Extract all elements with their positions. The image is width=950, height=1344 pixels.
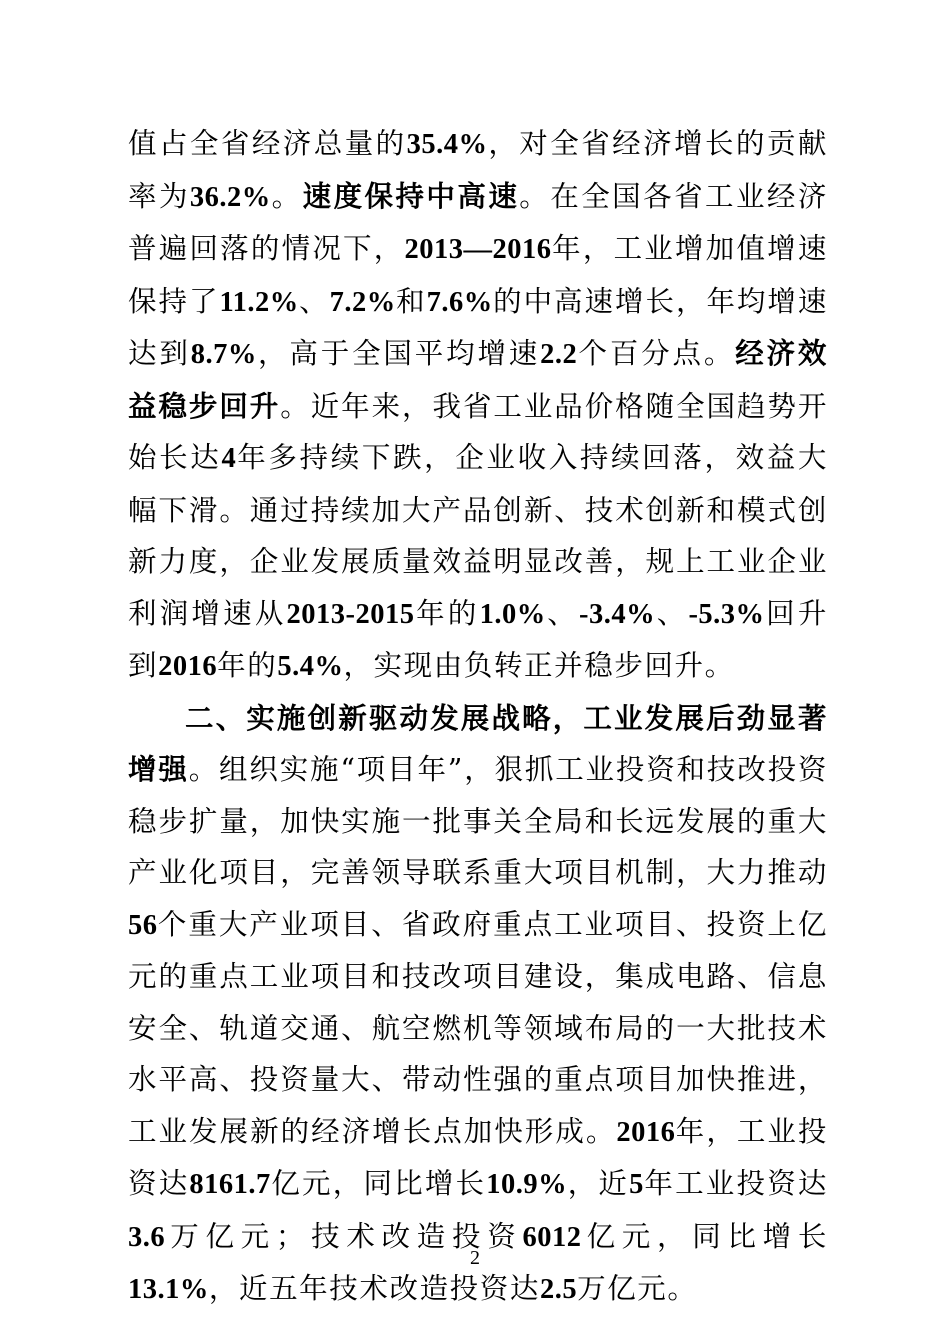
body-text: 年的 — [414, 596, 480, 630]
bold-heading-text: 二、实施创新驱动发展战略，工业发展后劲显著增强 — [128, 700, 828, 786]
paragraph-2 — [128, 693, 828, 1316]
body-text: 的中高速增长，年均增速达到 — [128, 284, 828, 370]
numeric-text: 8161.7 — [189, 1169, 271, 1200]
bold-heading-text: 速度保持中高速 — [302, 178, 520, 213]
numeric-text: 56 — [128, 909, 158, 941]
numeric-text: 7.2% — [329, 286, 396, 318]
numeric-text: 10.9% — [486, 1169, 568, 1200]
body-text: 年多持续下跌，企业收入持续回落，效益大幅下滑。通过持续加大产品创新、技术创新和模式创新力度，企业发展质量效益明显改善，规上工业企业利润增速从 — [128, 441, 828, 630]
body-text: 值占全省经济总量的 — [128, 127, 407, 160]
body-text: 亿元，同比增长 — [581, 1219, 828, 1253]
numeric-text: 2013—2016 — [404, 234, 552, 265]
numeric-text: -3.4% — [579, 598, 656, 630]
body-text: 亿元，同比增长 — [270, 1167, 487, 1200]
document-body — [128, 118, 828, 1316]
body-text: 、 — [298, 284, 330, 318]
numeric-text: 8.7% — [190, 339, 257, 370]
body-text: 。近年来，我省工业品价格随全国趋势开始长达 — [128, 389, 828, 474]
numeric-text: 5.4% — [277, 651, 344, 682]
body-text: 万亿元；技术改造投资 — [165, 1219, 523, 1253]
body-text: 万亿元。 — [577, 1272, 698, 1305]
numeric-text: 11.2% — [219, 286, 299, 318]
body-text: ，近 — [567, 1167, 630, 1200]
body-text: 。 — [270, 179, 303, 213]
body-text: ，对全省经济增长的贡献率为 — [128, 127, 828, 213]
numeric-text: 36.2% — [189, 181, 271, 213]
numeric-text: 1.0% — [479, 598, 546, 630]
body-text: 、 — [545, 596, 579, 630]
body-text: 年，工业增加值增速保持了 — [128, 232, 828, 318]
numeric-text: 5 — [629, 1169, 644, 1200]
body-text: 回升到 — [128, 596, 828, 682]
body-text: 个重大产业项目、省政府重点工业项目、投资上亿元的重点工业项目和技改项目建设，集成电路、信息安全、轨道交通、航空燃机等领域布局的一大批技术水平高、投资量大、带动性强的重点项目加快推进，工业发展新的经济增长点加快形成。 — [128, 907, 828, 1148]
body-text: 。在全国各省工业经济普遍回落的情况下， — [128, 179, 828, 265]
numeric-text: 2013-2015 — [286, 598, 415, 630]
numeric-text: 6012 — [522, 1221, 582, 1253]
body-text: ，高于全国平均增速 — [256, 337, 541, 370]
body-text: 年工业投资达 — [643, 1167, 828, 1200]
numeric-text: 35.4% — [406, 129, 488, 160]
body-text: 。组织实施“项目年”，狠抓工业投资和技改投资稳步扩量，加快实施一批事关全局和长远发展的重大产业化项目，完善领导联系重大项目机制，大力推动 — [128, 753, 829, 889]
numeric-text: 2.5 — [539, 1274, 578, 1305]
body-text: 、 — [655, 596, 689, 630]
body-text: ，实现由负转正并稳步回升。 — [343, 649, 735, 682]
paragraph-1 — [128, 118, 828, 693]
numeric-text: 2.2 — [540, 339, 578, 370]
body-text: 年，工业投资达 — [128, 1114, 828, 1200]
numeric-text: 2016 — [616, 1116, 676, 1148]
numeric-text: 2016 — [158, 651, 218, 682]
body-text: ，近五年技术改造投资达 — [208, 1272, 540, 1305]
numeric-text: 7.6% — [426, 286, 493, 318]
numeric-text: -5.3% — [688, 598, 765, 630]
numeric-text: 4 — [221, 443, 237, 474]
numeric-text: 13.1% — [128, 1274, 209, 1305]
body-text: 年的 — [217, 649, 278, 682]
body-text: 和 — [395, 284, 427, 318]
numeric-text: 3.6 — [128, 1221, 166, 1253]
body-text: 个百分点。 — [577, 337, 736, 370]
page-number: 2 — [470, 1247, 480, 1269]
bold-heading-text: 经济效益稳步回升 — [128, 336, 828, 423]
